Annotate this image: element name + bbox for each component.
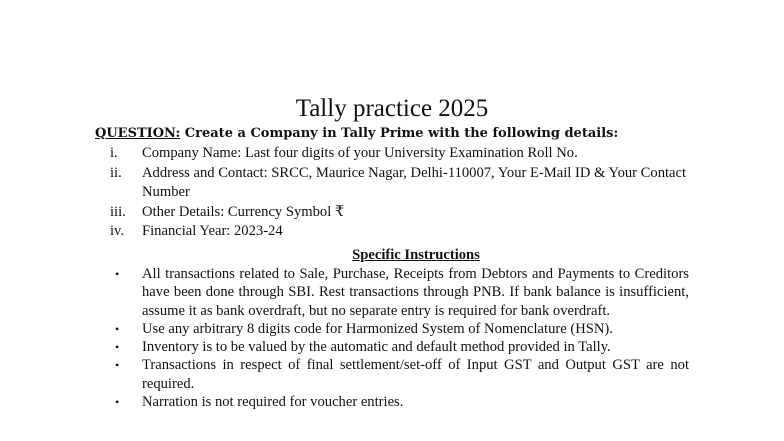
- instruction-text: Narration is not required for voucher entries.: [142, 394, 404, 411]
- instruction-item: [114, 320, 689, 338]
- details-item-number: ii.: [110, 164, 122, 181]
- instruction-text: All transactions related to Sale, Purchase, Receipts from Debtors and Payments to Creditors have been done through SBI. Rest transactions through PNB. If bank balance is insufficient, assume it as bank overdraft, but no separate entry is required for bank overdraft.: [142, 266, 689, 319]
- instruction-item: [114, 338, 689, 356]
- details-item-text: Financial Year: 2023-24: [142, 223, 283, 239]
- details-item-number: iv.: [110, 223, 125, 239]
- details-item-number: i.: [110, 145, 118, 161]
- bullet-icon: •: [115, 321, 120, 336]
- details-item: [110, 222, 710, 242]
- instructions-heading: Specific Instructions: [352, 247, 480, 263]
- details-item-text: Company Name: Last four digits of your University Examination Roll No.: [142, 145, 578, 161]
- details-item: [110, 164, 710, 203]
- bullet-icon: •: [115, 395, 120, 410]
- details-list: [110, 144, 710, 242]
- bullet-icon: •: [115, 267, 120, 281]
- details-item-text: Address and Contact: SRCC, Maurice Nagar, Delhi-110007, Your E-Mail ID & Your Contact Number: [142, 164, 687, 200]
- details-item: [110, 203, 710, 223]
- question-text: Create a Company in Tally Prime with the following details:: [184, 126, 619, 141]
- bullet-icon: •: [115, 358, 120, 373]
- instruction-text: Inventory is to be valued by the automatic and default method provided in Tally.: [142, 339, 611, 356]
- instructions-list: [114, 265, 689, 411]
- question-line: [95, 125, 618, 143]
- details-item-number: iii.: [110, 203, 126, 220]
- details-item: [110, 144, 710, 164]
- instruction-text: Transactions in respect of final settlement/set-off of Input GST and Output GST are not required.: [142, 357, 689, 392]
- instruction-text: Use any arbitrary 8 digits code for Harmonized System of Nomenclature (HSN).: [142, 320, 613, 337]
- question-label: QUESTION:: [95, 126, 181, 141]
- instruction-item: [114, 356, 689, 393]
- instruction-item: [114, 265, 689, 320]
- page-title: Tally practice 2025: [295, 95, 489, 122]
- details-item-text: Other Details: Currency Symbol ₹: [142, 203, 345, 220]
- instruction-item: [114, 393, 689, 411]
- bullet-icon: •: [115, 340, 120, 355]
